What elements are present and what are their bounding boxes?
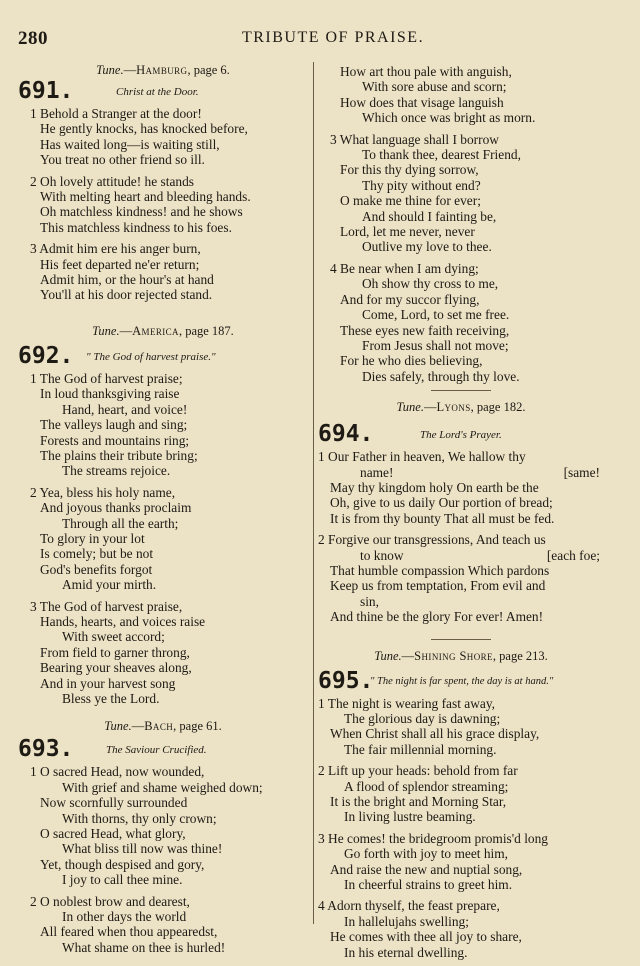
verse-line: 2 Forgive our transgressions, And teach us (318, 532, 546, 548)
verse-line: In loud thanksgiving raise (40, 386, 180, 402)
verse-line: Dies safely, through thy love. (362, 368, 520, 384)
stanza (18, 371, 308, 479)
stanza (318, 64, 604, 126)
hymn-number: 695. (318, 667, 374, 694)
verse-line: God's benefits forgot (40, 561, 153, 577)
verse-line: In other days the world (62, 909, 187, 925)
verse-line: When Christ shall all his grace display, (330, 726, 540, 742)
stanza (18, 241, 308, 303)
verse-line: Has waited long—is waiting still, (40, 136, 220, 152)
verse-line: In living lustre beaming. (344, 809, 476, 825)
verse-line: Go forth with joy to meet him, (344, 846, 509, 862)
stanza (318, 132, 604, 255)
verse-line: For he who dies believing, (340, 353, 483, 369)
tune-line: Tune.—Lyons, page 182. (396, 400, 526, 415)
verse-line: The plains their tribute bring; (40, 447, 198, 463)
stanza (18, 485, 308, 593)
left-column (18, 60, 308, 961)
verse-line: He comes with thee all joy to share, (330, 929, 522, 945)
verse-line: The valleys laugh and sing; (40, 417, 188, 433)
hymn-number: 691. (18, 78, 74, 104)
verse-line: In hallelujahs swelling; (344, 913, 469, 929)
hymn-number: 692. (18, 342, 74, 369)
verse-line: Keep us from temptation, From evil and (330, 578, 546, 594)
verse-line: A flood of splendor streaming; (344, 778, 509, 794)
verse-line: Hand, heart, and voice! (62, 401, 188, 417)
verse-line: You'll at his door rejected stand. (40, 287, 213, 303)
stanza (18, 599, 308, 707)
hymn-number: 694. (318, 421, 374, 448)
verse-line: To thank thee, dearest Friend, (362, 147, 521, 163)
verse-line: Outlive my love to thee. (362, 239, 492, 255)
verse-line: Oh, give to us daily Our portion of bread; (330, 495, 553, 511)
verse-line: That humble compassion Which pardons (330, 562, 550, 578)
stanza (318, 763, 604, 825)
hymn-heading (18, 738, 308, 764)
verse-line: 1 The God of harvest praise; (30, 370, 183, 386)
hymn-subtitle: " The night is far spent, the day is at hand." (370, 675, 554, 687)
hymn-heading (18, 80, 308, 106)
verse-line: Lord, let me never, never (340, 224, 475, 240)
stanza (318, 696, 604, 758)
verse-line: And in your harvest song (40, 675, 176, 691)
running-title: TRIBUTE OF PRAISE. (241, 29, 425, 46)
verse-line: How does that visage languish (340, 94, 504, 110)
verse-line: 1 Behold a Stranger at the door! (30, 106, 202, 121)
stanza (18, 174, 308, 236)
verse-line: 3 He comes! the bridegroom promis'd long (318, 830, 549, 846)
stanza (18, 106, 308, 168)
verse-line: Forests and mountains ring; (40, 432, 190, 448)
tune-line: Tune.—America, page 187. (92, 323, 234, 338)
verse-line: With melting heart and bleeding hands. (40, 189, 251, 205)
column-divider (313, 62, 314, 924)
verse-line: The glorious day is dawning; (344, 711, 501, 726)
verse-line: Thy pity without end? (362, 177, 481, 193)
hymn-subtitle: The Lord's Prayer. (420, 429, 502, 442)
stanza (318, 898, 604, 960)
verse-line: Through all the earth; (62, 515, 179, 531)
verse-line: sin, (360, 593, 379, 609)
verse-line: What shame on thee is hurled! (62, 939, 226, 955)
verse-line: Oh show thy cross to me, (362, 276, 499, 292)
stanza (18, 894, 308, 956)
verse-line: 3 Admit him ere his anger burn, (30, 241, 201, 257)
stanza (318, 261, 604, 384)
verse-line: With thorns, thy only crown; (62, 810, 217, 826)
tune-line: Tune.—Shining Shore, page 213. (374, 648, 548, 663)
stanza (18, 764, 308, 887)
verse-line: What bliss till now was thine! (62, 841, 223, 857)
verse-line: 2 Yea, bless his holy name, (30, 484, 176, 500)
verse-line: With sweet accord; (62, 629, 165, 645)
hymn-heading (318, 423, 604, 449)
verse-line: In his eternal dwelling. (344, 944, 468, 960)
verse-line: His feet departed ne'er return; (40, 256, 200, 272)
page-header (18, 28, 608, 50)
stanza (318, 831, 604, 893)
verse-line: to know [each foe; (360, 547, 600, 563)
verse-line: And should I fainting be, (362, 208, 497, 224)
verse-line: Come, Lord, to set me free. (362, 307, 510, 323)
verse-line: These eyes new faith receiving, (340, 322, 510, 338)
verse-line: 1 Our Father in heaven, We hallow thy (318, 449, 526, 465)
hymn-heading (318, 667, 604, 696)
verse-line: In cheerful strains to greet him. (344, 877, 513, 893)
stanza (318, 532, 604, 624)
hymn-subtitle: " The God of harvest praise." (86, 350, 216, 363)
verse-line: It is from thy bounty That all must be fed. (330, 510, 555, 526)
verse-line: O sacred Head, what glory, (40, 826, 186, 842)
verse-line: I joy to call thee mine. (62, 872, 183, 888)
tune-line: Tune.—Hamburg, page 6. (96, 63, 230, 77)
tune-line: Tune.—Bach, page 61. (104, 719, 222, 734)
verse-line: 3 What language shall I borrow (330, 131, 499, 147)
verse-line: name! [same! (360, 464, 600, 480)
verse-line: And thine be the glory For ever! Amen! (330, 609, 544, 625)
page-number: 280 (18, 28, 48, 49)
verse-line: With sore abuse and scorn; (362, 79, 507, 95)
verse-line: Oh matchless kindness! and he shows (40, 204, 243, 220)
verse-line: Is comely; but be not (40, 546, 154, 562)
verse-line: He gently knocks, has knocked before, (40, 121, 248, 137)
verse-line: For this thy dying sorrow, (340, 162, 479, 178)
verse-line: 2 O noblest brow and dearest, (30, 893, 190, 909)
verse-line: With grief and shame weighed down; (62, 779, 263, 795)
verse-line: 3 The God of harvest praise, (30, 598, 183, 614)
verse-line: 2 Oh lovely attitude! he stands (30, 173, 195, 189)
verse-line: Bearing your sheaves along, (40, 660, 192, 676)
hymn-number: 693. (18, 736, 74, 763)
verse-line: You treat no other friend so ill. (40, 152, 205, 168)
verse-line: This matchless kindness to his foes. (40, 219, 232, 235)
verse-line: The fair millennial morning. (344, 741, 497, 757)
verse-line: And for my succor flying, (340, 291, 480, 307)
verse-line: To glory in your lot (40, 530, 145, 546)
verse-line: It is the bright and Morning Star, (330, 794, 507, 810)
verse-line: The streams rejoice. (62, 463, 171, 479)
verse-line: Amid your mirth. (62, 577, 157, 593)
verse-line: 4 Adorn thyself, the feast prepare, (318, 898, 500, 914)
verse-line: Bless ye the Lord. (62, 691, 160, 706)
hymn-subtitle: Christ at the Door. (116, 86, 199, 98)
section-rule (431, 390, 491, 391)
verse-line: 1 The night is wearing fast away, (318, 695, 496, 711)
verse-line: All feared when thou appearedst, (40, 924, 218, 940)
verse-line: 1 O sacred Head, now wounded, (30, 764, 205, 780)
verse-line: 4 Be near when I am dying; (330, 260, 479, 276)
verse-line: Now scornfully surrounded (40, 795, 188, 811)
right-column (318, 64, 604, 966)
verse-line: May thy kingdom holy On earth be the (330, 479, 539, 495)
verse-line: 2 Lift up your heads: behold from far (318, 763, 518, 779)
verse-line: Which once was bright as morn. (362, 110, 536, 126)
verse-line: From field to garner throng, (40, 644, 190, 660)
verse-line: Admit him, or the hour's at hand (40, 272, 214, 288)
verse-line: Hands, hearts, and voices raise (40, 613, 206, 629)
stanza (318, 449, 604, 526)
verse-line: From Jesus shall not move; (362, 337, 509, 353)
verse-line: O make me thine for ever; (340, 193, 481, 209)
verse-line: Yet, though despised and gory, (40, 856, 205, 872)
verse-line: And joyous thanks proclaim (40, 500, 192, 516)
verse-line: How art thou pale with anguish, (340, 64, 512, 79)
verse-line: And raise the new and nuptial song, (330, 861, 523, 877)
hymn-subtitle: The Saviour Crucified. (106, 744, 207, 757)
hymn-heading (18, 342, 308, 371)
section-rule (431, 639, 491, 640)
